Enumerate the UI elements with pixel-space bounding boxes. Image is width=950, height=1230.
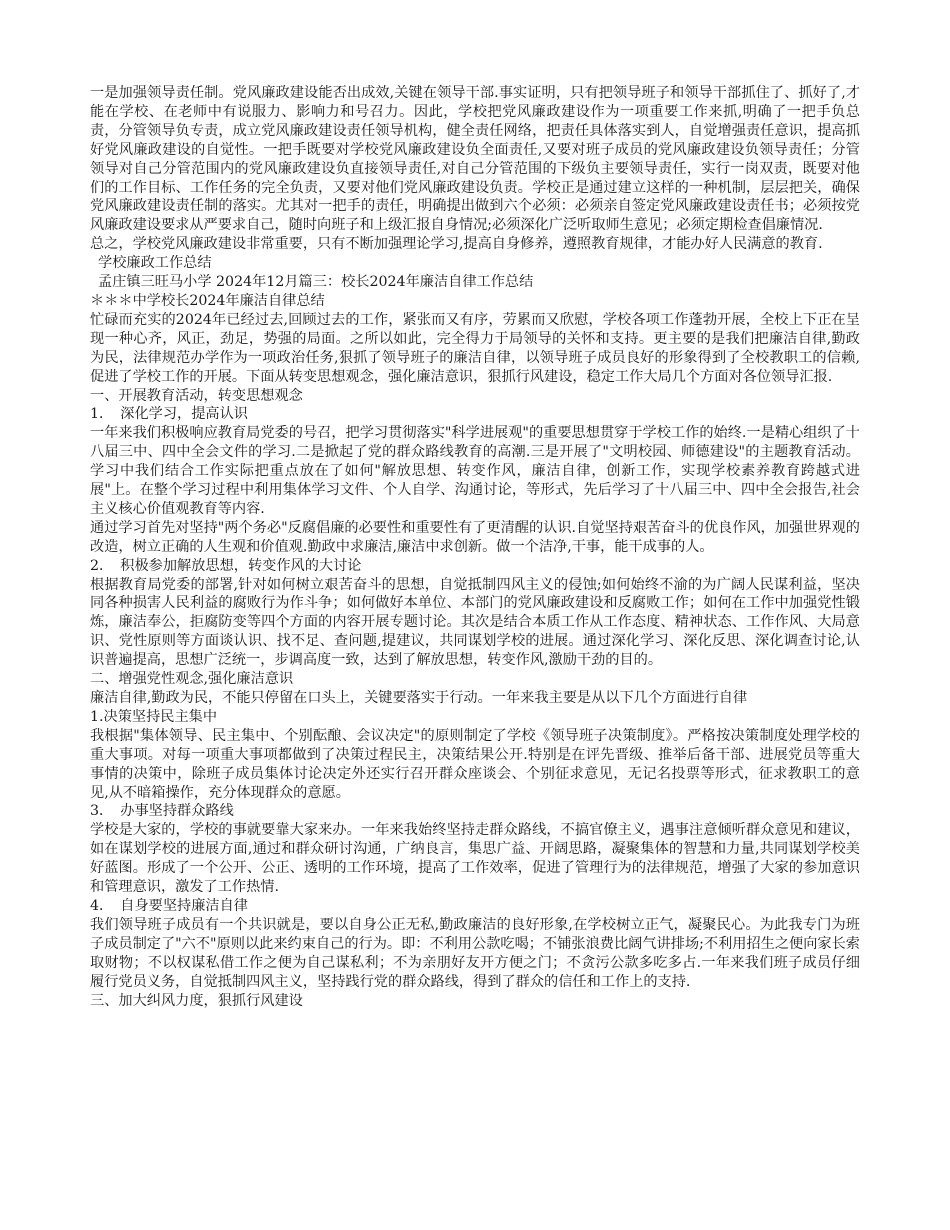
paragraph: 通过学习首先对坚持"两个务必"反腐倡廉的必要性和重要性有了更清醒的认识.自觉坚持艰苦奋斗的优良作风，加强世界观的改造，树立正确的人生观和价值观.勤政中求廉洁,廉洁中求创新。做一个洁净,干事，能干成事的人。 bbox=[90, 519, 860, 555]
section-heading: 二、增强党性观念,强化廉洁意识 bbox=[90, 671, 294, 688]
paragraph: 忙碌而充实的2024年已经过去,回顾过去的工作，紧张而又有序，劳累而又欣慰，学校各项工作蓬勃开展，全校上下正在呈现一种心齐，风正，劲足，势强的局面。之所以如此，完全得力于局领导的关怀和支持。更主要的是我们把廉洁自律,勤政为民，法律规范办学作为一项政治任务,狠抓了领导班子的廉洁自律，以领导班子成员良好的形象得到了全校教职工的信赖,促进了学校工作的开展。下面从转变思想观念，强化廉洁意识，狠抓行风建设，稳定工作大局几个方面对各位领导汇报. bbox=[90, 311, 860, 385]
document-title: ＊＊＊中学校长2024年廉洁自律总结 bbox=[90, 292, 325, 309]
section-heading: 三、加大纠风力度，狠抓行风建设 bbox=[90, 992, 303, 1009]
paragraph: 总之，学校党风廉政建设非常重要，只有不断加强理论学习,提高自身修养，遵照教育规律，才能办好人民满意的教育. bbox=[90, 236, 823, 253]
section-title: 学校廉政工作总结 bbox=[98, 255, 212, 272]
paragraph: 一是加强领导责任制。党风廉政建设能否出成效,关键在领导干部.事实证明，只有把领导班子和领导干部抓住了、抓好了,才能在学校、在老师中有说服力、影响力和号召力。因此，学校把党风廉政建设作为一项重要工作来抓,明确了一把手负总责，分管领导负专责，成立党风廉政建设责任领导机构，健全责任网络，把责任具体落实到人，自觉增强责任意识，提高抓好党风廉政建设的自觉性。一把手既要对学校党风廉政建设负全面责任,又要对班子成员的党风廉政建设负领导责任；分管领导对自己分管范围内的党风廉政建设负直接领导责任,对自己分管范围的下级负主要领导责任，实行一岗双责，既要对他们的工作目标、工作任务的完全负责，又要对他们党风廉政建设负责。学校正是通过建立这样的一种机制，层层把关，确保党风廉政建设责任制的落实。尤其对一把手的责任，明确提出做到六个必须：必须亲自签定党风廉政建设责任书；必须按党风廉政建设要求从严要求自己，随时向班子和上级汇报自身情况;必须深化广泛听取师生意见；必须定期检查倡廉情况. bbox=[90, 85, 860, 234]
section-heading: 一、开展教育活动，转变思想观念 bbox=[90, 387, 303, 404]
document-body bbox=[90, 84, 860, 1010]
paragraph: 我们领导班子成员有一个共识就是，要以自身公正无私,勤政廉洁的良好形象,在学校树立正气，凝聚民心。为此我专门为班子成员制定了"六不"原则以此来约束自己的行为。即：不利用公款吃喝；不铺张浪费比阔气讲排场;不利用招生之便向家长索取财物；不以权谋私借工作之便为自己谋私利；不为亲朋好友开方便之门；不贪污公款多吃多占.一年来我们班子成员仔细履行党员义务，自觉抵制四风主义，坚持践行党的群众路线，得到了群众的信任和工作上的支持. bbox=[90, 916, 860, 990]
paragraph: 根据教育局党委的部署,针对如何树立艰苦奋斗的思想，自觉抵制四风主义的侵蚀;如何始终不渝的为广阔人民谋利益，坚决同各种损害人民利益的腐败行为作斗争；如何做好本单位、本部门的党风廉政建设和反腐败工作；如何在工作中加强党性锻炼，廉洁奉公，拒腐防变等四个方面的内容开展专题讨论。其次是结合本质工作从工作态度、精神状态、工作作风、大局意识、党性原则等方面谈认识、找不足、查问题,提建议，共同谋划学校的进展。通过深化学习、深化反思、深化调查讨论,认识普遍提高，思想广泛统一，步调高度一致，达到了解放思想，转变作风,激励干劲的目的。 bbox=[90, 576, 860, 669]
subheading: 4． 自身要坚持廉洁自律 bbox=[90, 897, 248, 914]
paragraph: 廉洁自律,勤政为民，不能只停留在口头上，关键要落实于行动。一年来我主要是从以下几个方面进行自律 bbox=[90, 690, 748, 706]
subheading: 3． 办事坚持群众路线 bbox=[90, 803, 234, 820]
paragraph: 一年来我们积极响应教育局党委的号召，把学习贯彻落实"科学进展观"的重要思想贯穿于学校工作的始终.一是精心组织了十八届三中、四中全会文件的学习.二是掀起了党的群众路线教育的高潮.三是开展了"文明校园、师德建设"的主题教育活动。学习中我们结合工作实际把重点放在了如何"解放思想、转变作风，廉洁自律，创新工作，实现学校素养教育跨越式进展"上。在整个学习过程中利用集体学习文件、个人自学、沟通讨论，等形式，先后学习了十八届三中、四中全会报告,社会主义核心价值观教育等内容. bbox=[90, 425, 860, 517]
paragraph: 学校是大家的，学校的事就要靠大家来办。一年来我始终坚持走群众路线，不搞官僚主义，遇事注意倾听群众意见和建议，如在谋划学校的进展方面,通过和群众研讨沟通，广纳良言，集思广益、开阔思路，凝聚集体的智慧和力量,共同谋划学校美好蓝图。形成了一个公开、公正、透明的工作环境，提高了工作效率，促进了管理行为的法律规范，增强了大家的参加意识和管理意识，激发了工作热情. bbox=[90, 822, 860, 896]
subheading: 2． 积极参加解放思想，转变作风的大讨论 bbox=[90, 557, 362, 574]
subheading: 1.决策坚持民主集中 bbox=[90, 708, 218, 725]
subheading: 1． 深化学习，提高认识 bbox=[90, 406, 248, 423]
byline: 孟庄镇三旺马小学 2024年12月篇三：校长2024年廉洁自律工作总结 bbox=[98, 274, 534, 291]
paragraph: 我根据"集体领导、民主集中、个别酝酿、会议决定"的原则制定了学校《领导班子决策制度》。严格按决策制度处理学校的重大事项。对每一项重大事项都做到了决策过程民主，决策结果公开.特别是在评先晋级、推举后备干部、进展党员等重大事情的决策中，除班子成员集体讨论决定外还实行召开群众座谈会、个别征求意见，无记名投票等形式，征求教职工的意见,从不暗箱操作，充分体现群众的意愿。 bbox=[90, 727, 860, 801]
